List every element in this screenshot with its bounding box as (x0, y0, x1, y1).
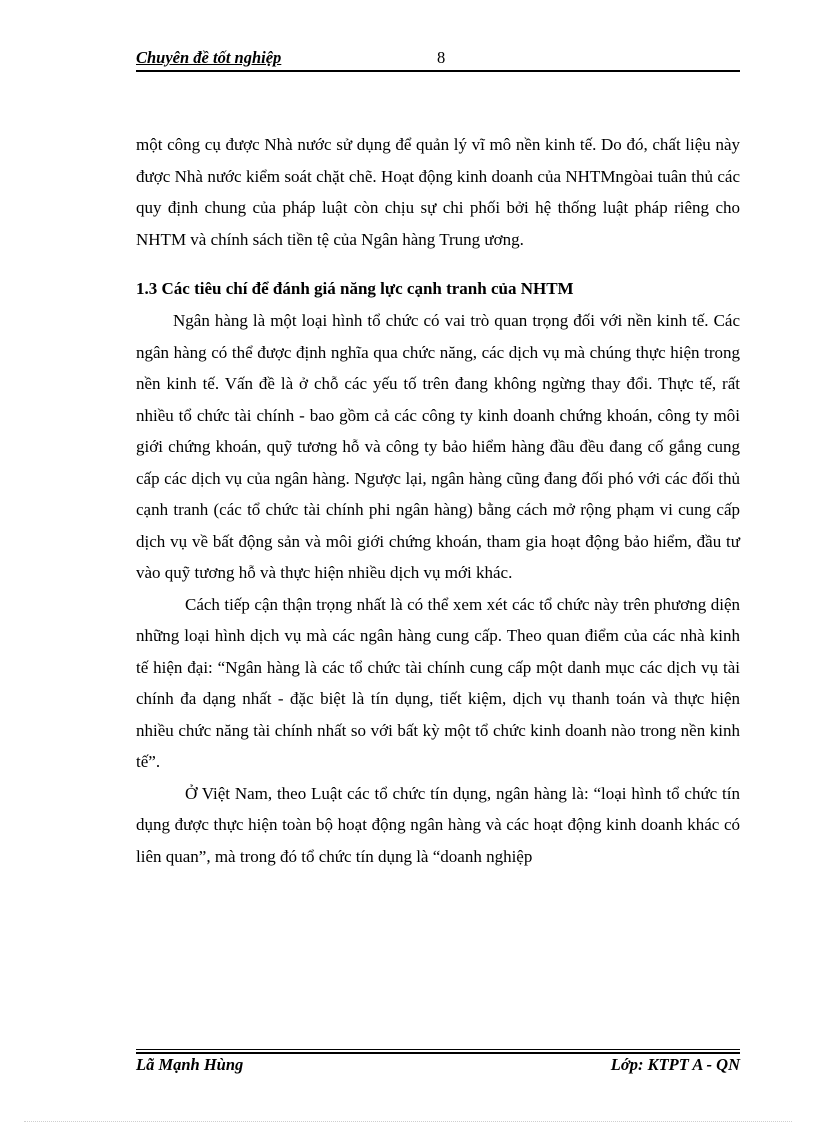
footer-author: Lã Mạnh Hùng (136, 1055, 244, 1074)
document-body (136, 129, 740, 872)
footer-rule-thin (136, 1049, 740, 1050)
paragraph-2: Ngân hàng là một loại hình tổ chức có vai trò quan trọng đối với nền kinh tế. Các ngân hàng có thể được định nghĩa qua chức năng, các dịch vụ mà chúng thực hiện trong nền kinh tế. Vấn đề là ở chỗ các yếu tố trên đang không ngừng thay đổi. Thực tế, rất nhiều tổ chức tài chính - bao gồm cả các công ty kinh doanh chứng khoán, công ty môi giới chứng khoán, quỹ tương hỗ và công ty bảo hiểm hàng đầu đều đang cố gắng cung cấp các dịch vụ của ngân hàng. Ngược lại, ngân hàng cũng đang đối phó với các đối thủ cạnh tranh (các tổ chức tài chính phi ngân hàng) bằng cách mở rộng phạm vi cung cấp dịch vụ về bất động sản và môi giới chứng khoán, tham gia hoạt động bảo hiểm, đầu tư vào quỹ tương hỗ và thực hiện nhiều dịch vụ mới khác. (136, 311, 740, 582)
footer-class: Lớp: KTPT A - QN (610, 1055, 740, 1074)
page-header (136, 48, 740, 72)
page-edge-divider (24, 1121, 792, 1122)
section-heading: 1.3 Các tiêu chí để đánh giá năng lực cạnh tranh của NHTM (136, 279, 574, 298)
footer-rule-thick (136, 1052, 740, 1054)
paragraph-1: một công cụ được Nhà nước sử dụng để quản lý vĩ mô nền kinh tế. Do đó, chất liệu này được Nhà nước kiểm soát chặt chẽ. Hoạt động kinh doanh của NHTMngòai tuân thủ các quy định chung của pháp luật còn chịu sự chi phối bởi hệ thống luật pháp riêng cho NHTM và chính sách tiền tệ của Ngân hàng Trung ương. (136, 135, 740, 249)
paragraph-4: Ở Việt Nam, theo Luật các tổ chức tín dụng, ngân hàng là: “loại hình tổ chức tín dụng được thực hiện toàn bộ hoạt động ngân hàng và các hoạt động kinh doanh khác có liên quan”, mà trong đó tổ chức tín dụng là “doanh nghiệp (136, 783, 740, 866)
paragraph-3: Cách tiếp cận thận trọng nhất là có thể xem xét các tổ chức này trên phương diện những loại hình dịch vụ mà các ngân hàng cung cấp. Theo quan điểm của các nhà kinh tế hiện đại: “Ngân hàng là các tổ chức tài chính cung cấp một danh mục các dịch vụ tài chính đa dạng nhất - đặc biệt là tín dụng, tiết kiệm, dịch vụ thanh toán và thực hiện nhiều chức năng tài chính nhất so với bất kỳ một tổ chức kinh doanh nào trong nền kinh tế”. (136, 594, 740, 771)
page-number: 8 (437, 48, 446, 67)
header-title: Chuyên đề tốt nghiệp (136, 48, 282, 67)
